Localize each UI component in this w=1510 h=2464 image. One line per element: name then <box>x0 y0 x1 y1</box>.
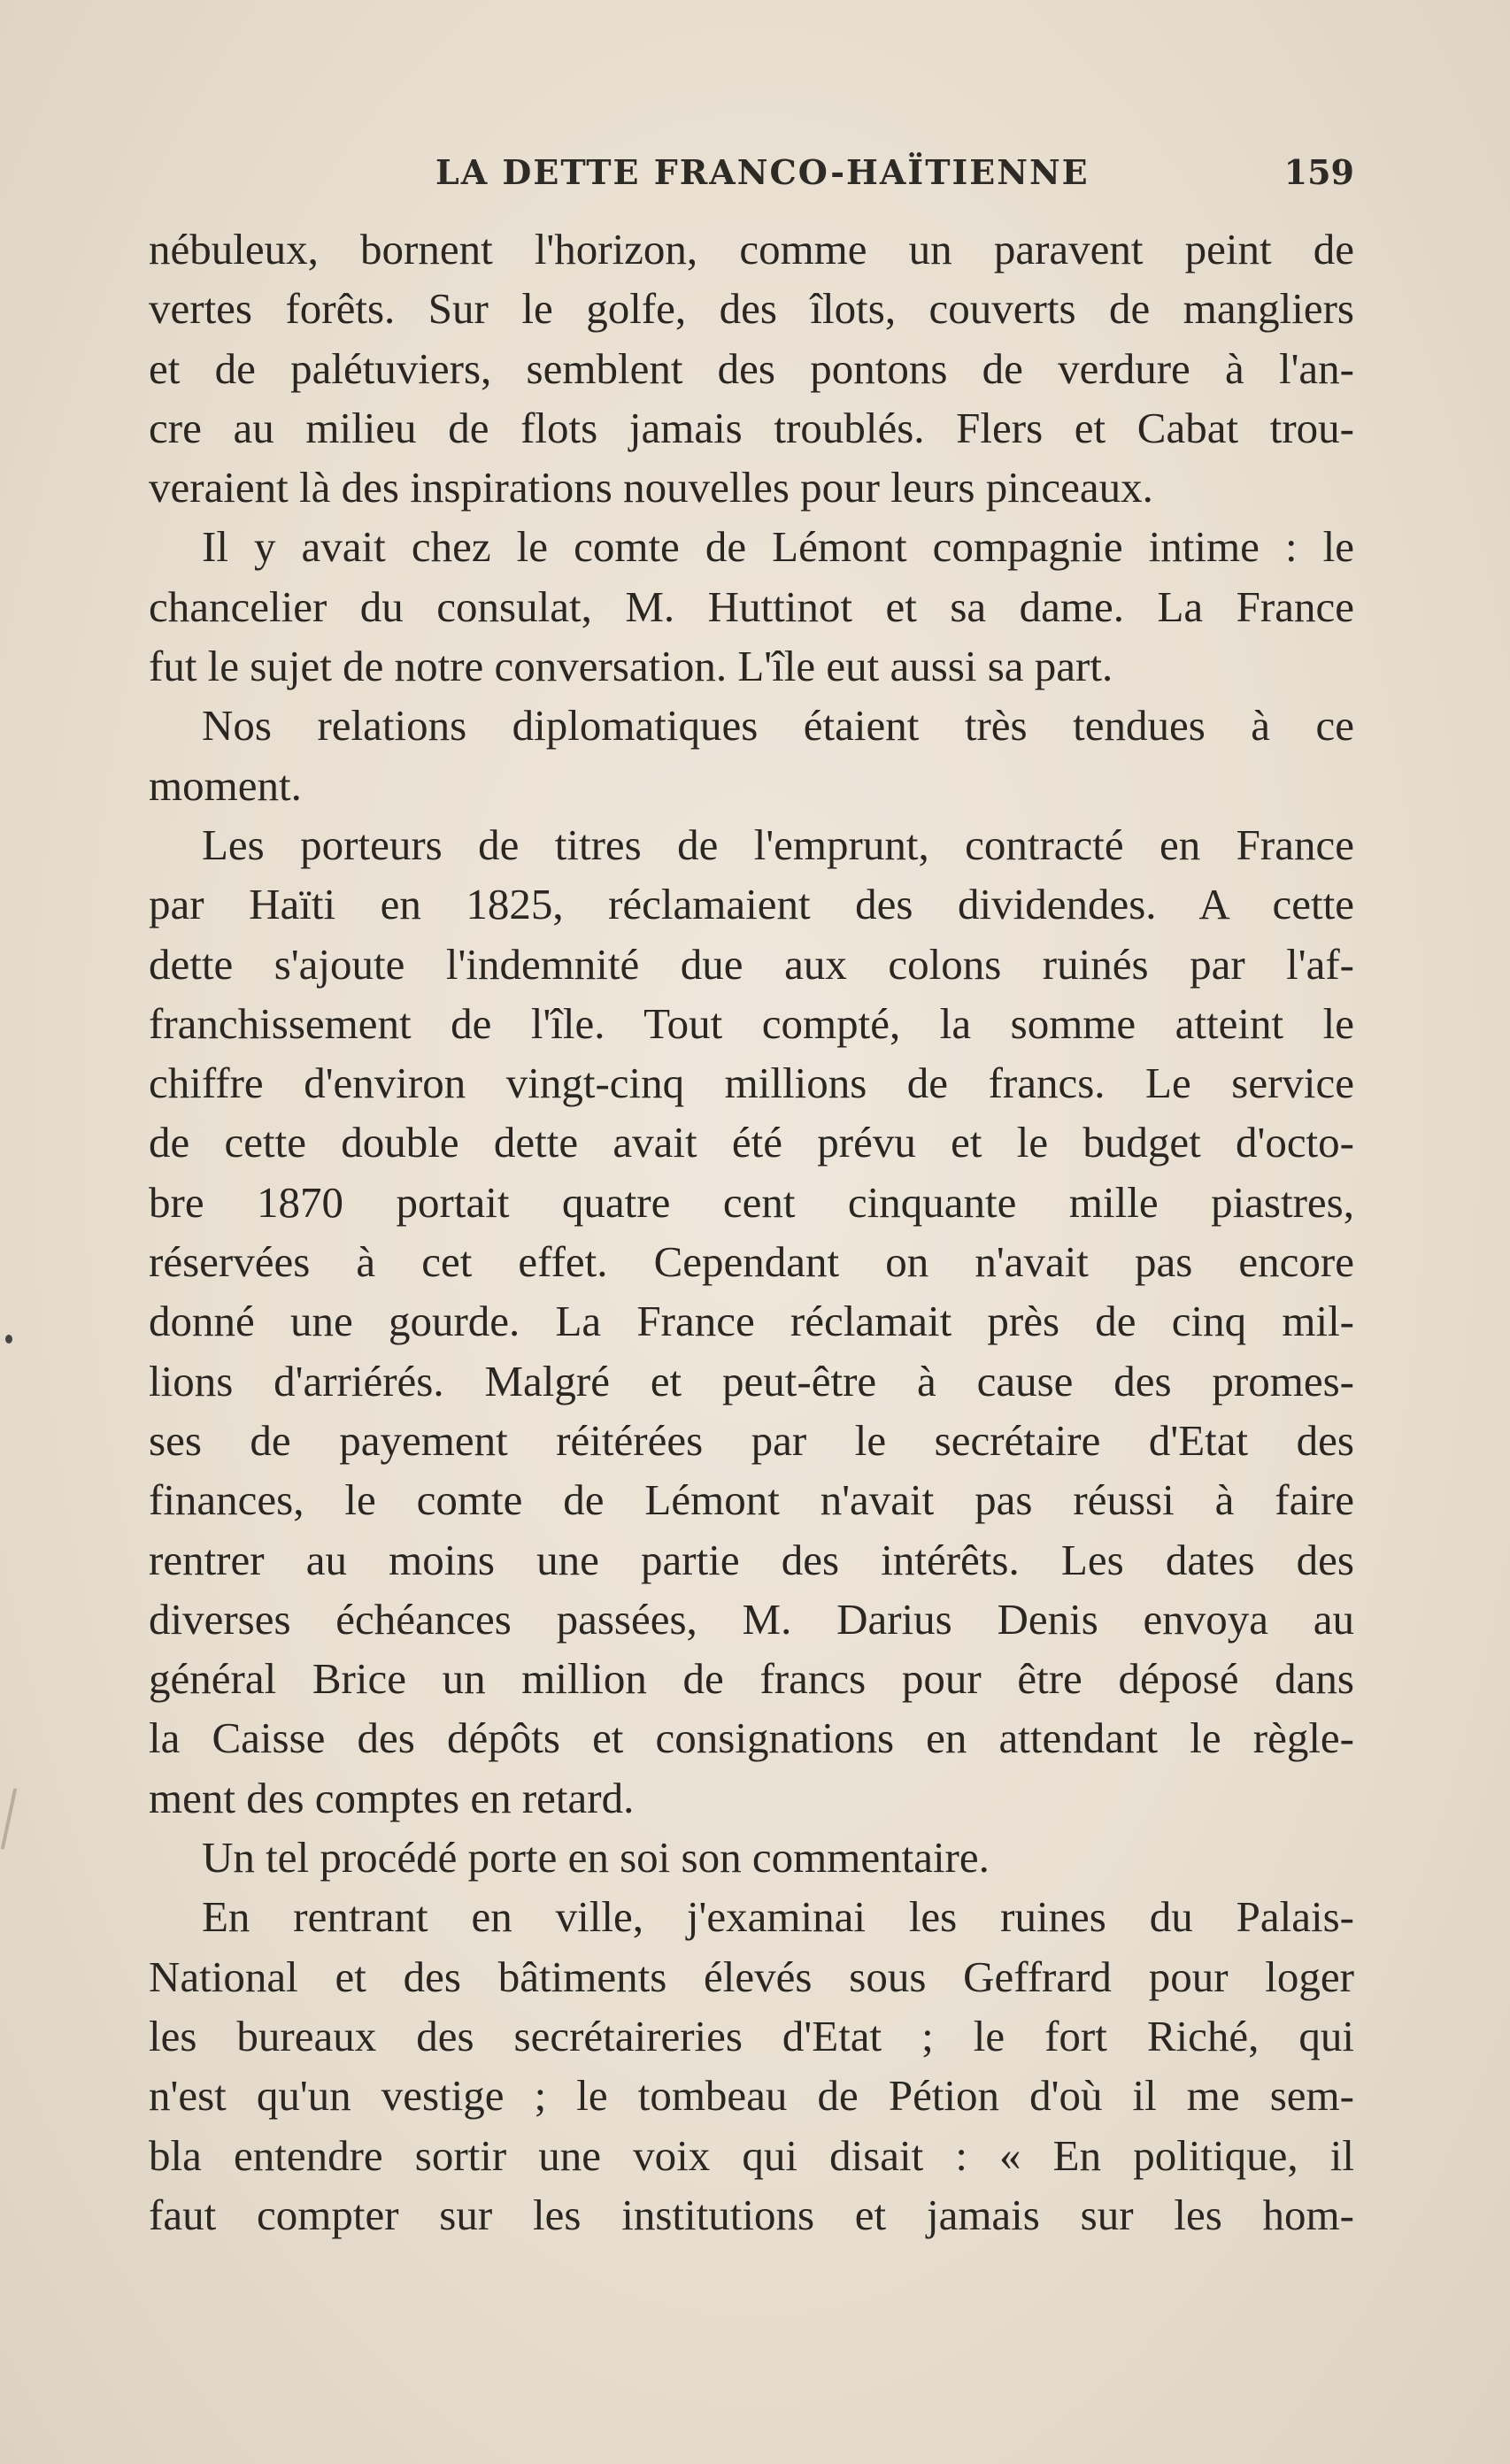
margin-dot <box>5 1335 12 1344</box>
text-line: n'est qu'un vestige ; le tombeau de Pétion d'où il me sem- <box>149 2071 1354 2121</box>
text-line: ses de payement réitérées par le secrétaire d'Etat des <box>149 1415 1354 1465</box>
text-line: Un tel procédé porte en soi son commentaire. <box>202 1833 990 1883</box>
text-line: fut le sujet de notre conversation. L'île eut aussi sa part. <box>149 642 1113 691</box>
text-line: National et des bâtiments élevés sous Geffrard pour loger <box>149 1952 1354 2001</box>
text-line: dette s'ajoute l'indemnité due aux colons ruinés par l'af- <box>149 939 1354 989</box>
text-line: Il y avait chez le comte de Lémont compagnie intime : le <box>202 522 1354 572</box>
text-line: rentrer au moins une partie des intérêts. Les dates des <box>149 1535 1354 1584</box>
page-header <box>150 152 1354 196</box>
text-line: finances, le comte de Lémont n'avait pas réussi à faire <box>149 1475 1354 1525</box>
text-line: nébuleux, bornent l'horizon, comme un paravent peint de <box>149 225 1354 273</box>
text-line: lions d'arriérés. Malgré et peut-être à cause des promes- <box>149 1356 1354 1405</box>
text-line: veraient là des inspirations nouvelles pour leurs pinceaux. <box>149 463 1153 512</box>
text-line: donné une gourde. La France réclamait près de cinq mil- <box>149 1297 1354 1346</box>
text-line: moment. <box>149 760 302 810</box>
running-head: LA DETTE FRANCO-HAÏTIENNE <box>435 152 1090 192</box>
text-line: par Haïti en 1825, réclamaient des dividendes. A cette <box>149 880 1354 929</box>
text-line: général Brice un million de francs pour être déposé dans <box>149 1654 1354 1704</box>
body-text <box>149 219 1354 2245</box>
text-line: de cette double dette avait été prévu et le budget d'octo- <box>149 1118 1354 1167</box>
text-line: Nos relations diplomatiques étaient très tendues à ce <box>202 701 1354 751</box>
text-line: les bureaux des secrétaireries d'Etat ; le fort Riché, qui <box>149 2011 1354 2060</box>
text-line: bla entendre sortir une voix qui disait : « En politique, il <box>149 2130 1354 2180</box>
margin-pencil-mark <box>1 1788 17 1849</box>
text-line: diverses échéances passées, M. Darius Denis envoya au <box>149 1594 1354 1644</box>
text-line: bre 1870 portait quatre cent cinquante mille piastres, <box>149 1177 1354 1227</box>
text-line: chancelier du consulat, M. Huttinot et sa dame. La France <box>149 581 1354 631</box>
text-line: cre au milieu de flots jamais troublés. Flers et Cabat trou- <box>149 403 1354 452</box>
text-line: réservées à cet effet. Cependant on n'avait pas encore <box>149 1237 1354 1287</box>
text-line: ment des comptes en retard. <box>149 1773 635 1822</box>
text-line: franchissement de l'île. Tout compté, la somme atteint le <box>149 998 1354 1048</box>
text-line: chiffre d'environ vingt-cinq millions de francs. Le service <box>149 1059 1354 1108</box>
text-line: et de palétuviers, semblent des pontons de verdure à l'an- <box>149 343 1354 393</box>
text-line: Les porteurs de titres de l'emprunt, contracté en France <box>202 820 1354 869</box>
page-number: 159 <box>1283 152 1354 192</box>
text-line: la Caisse des dépôts et consignations en attendant le règle- <box>149 1713 1354 1763</box>
text-line: vertes forêts. Sur le golfe, des îlots, couverts de mangliers <box>149 284 1354 334</box>
text-line: En rentrant en ville, j'examinai les ruines du Palais- <box>202 1892 1354 1942</box>
text-line: faut compter sur les institutions et jamais sur les hom- <box>149 2190 1354 2239</box>
